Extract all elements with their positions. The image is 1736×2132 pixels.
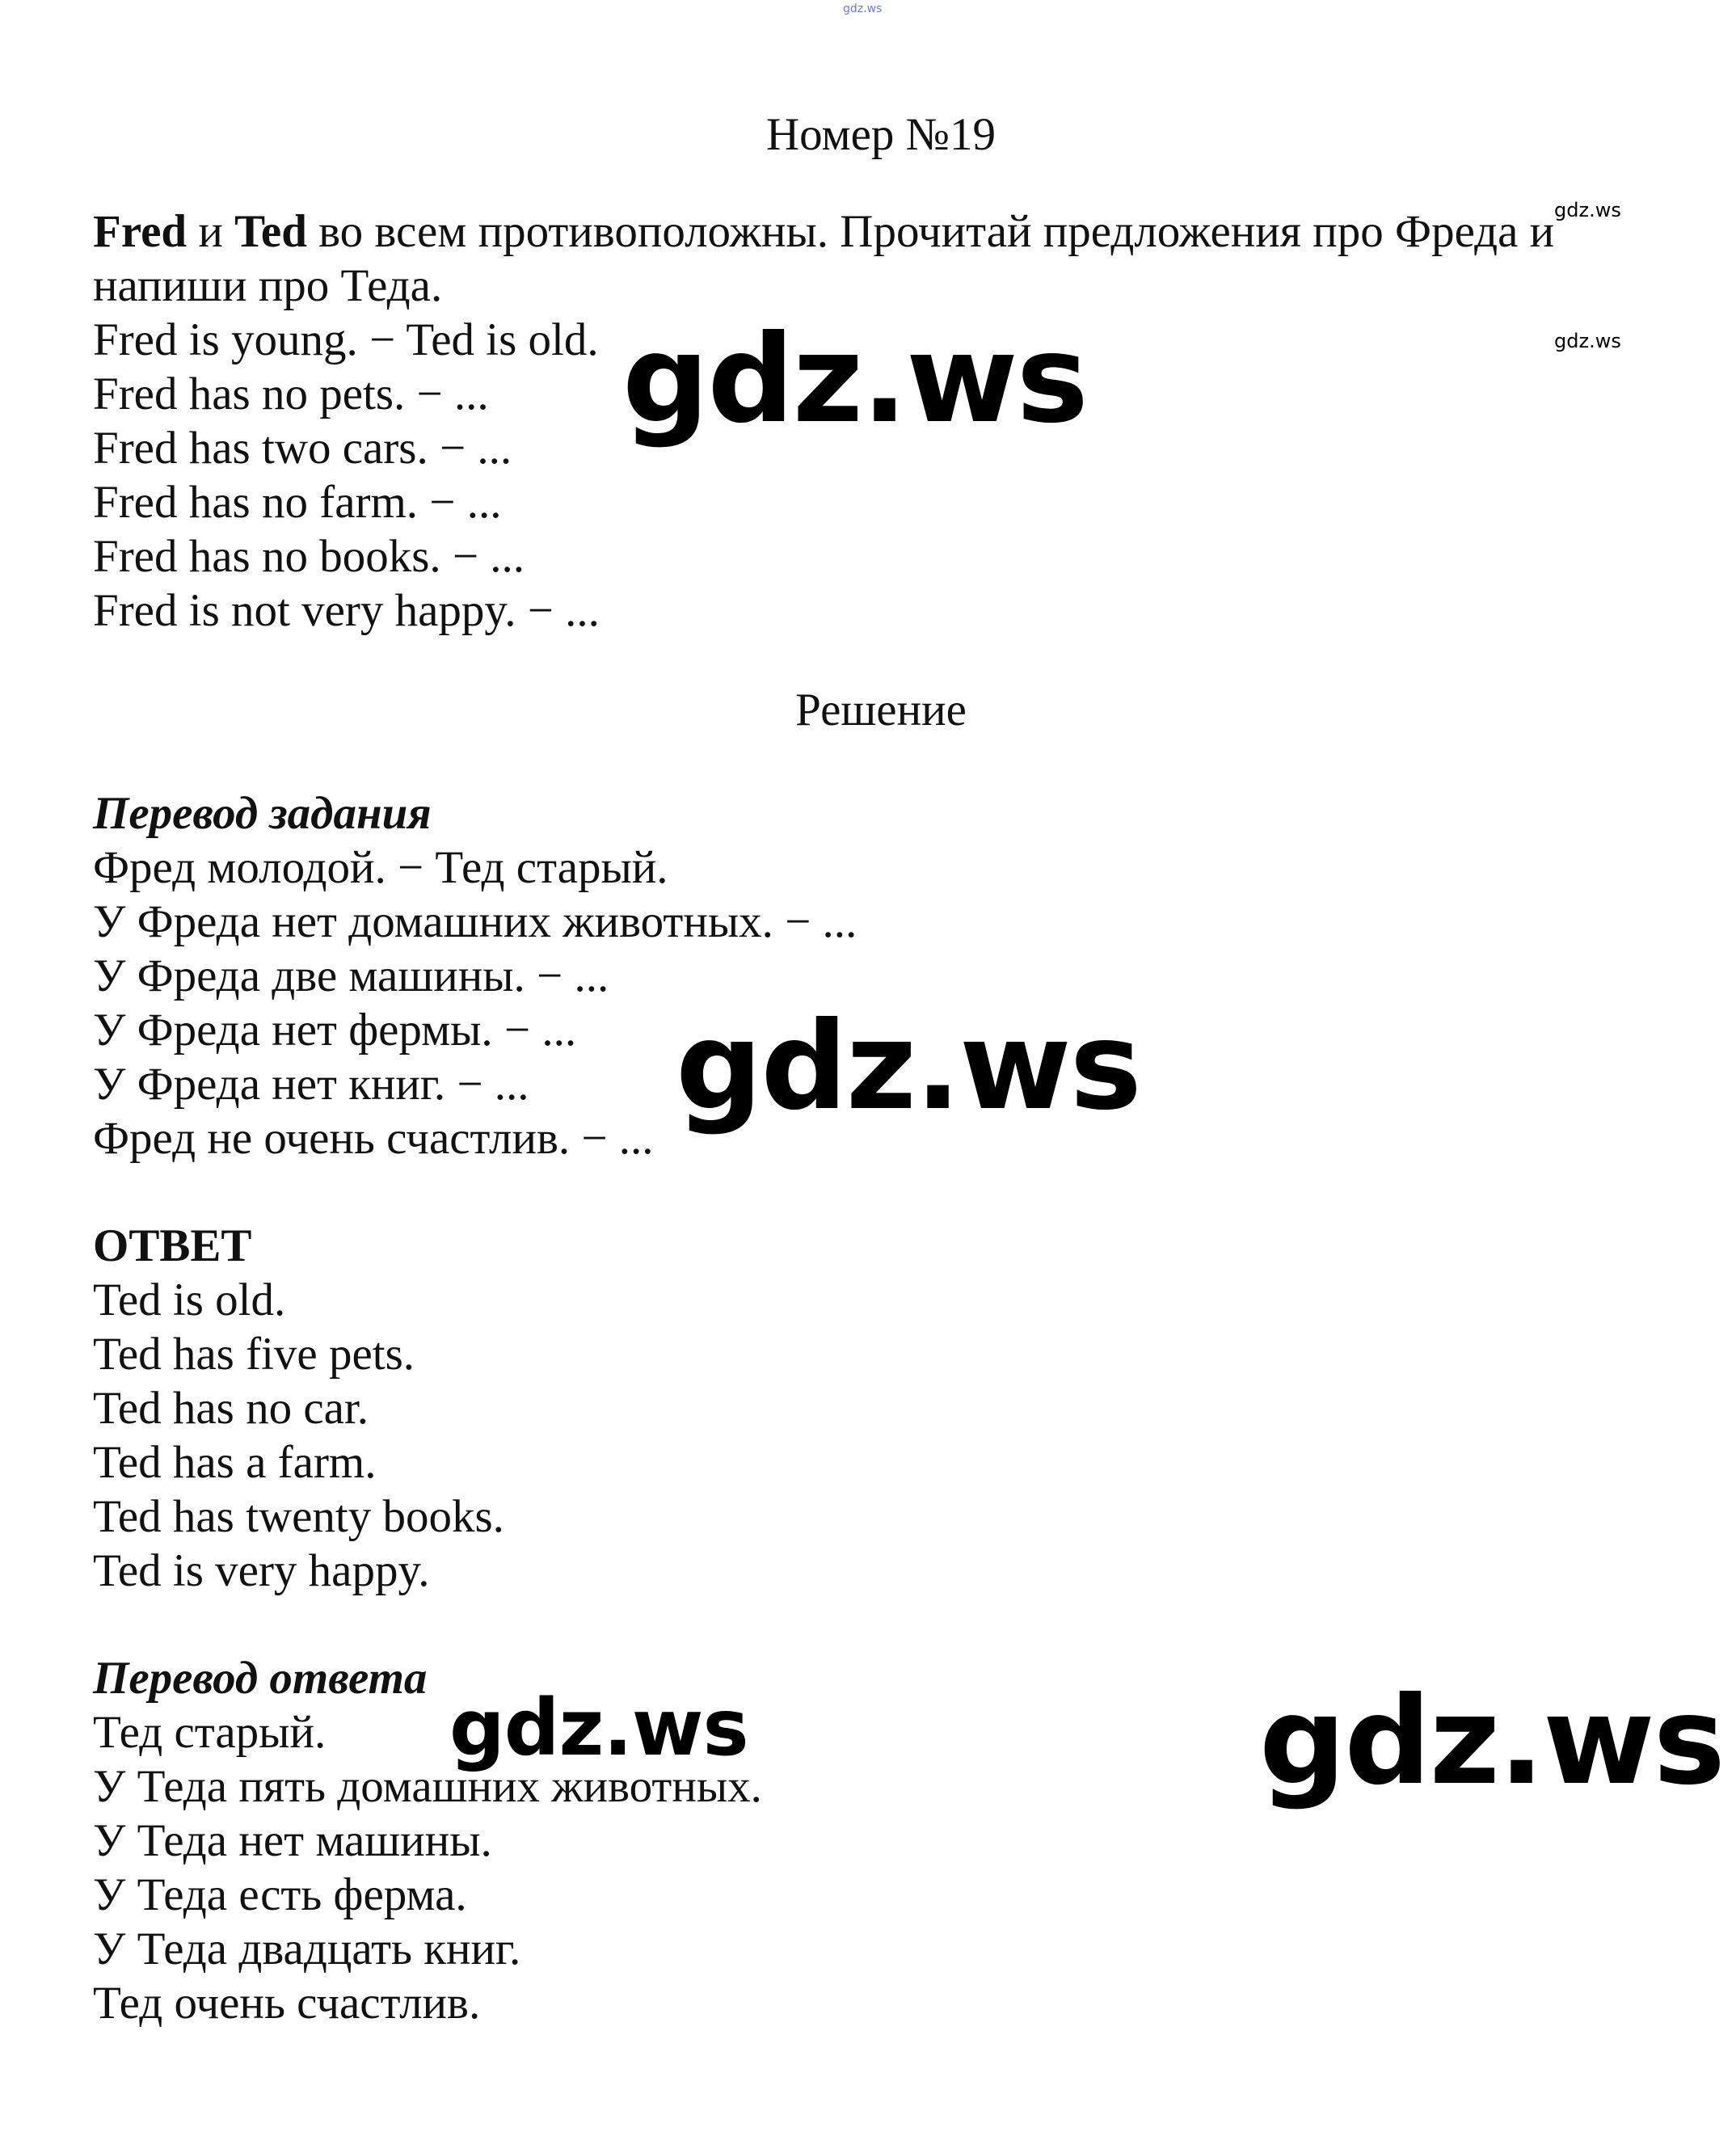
task-line: Fred has no pets. − ... <box>93 369 489 419</box>
translation-line: Фред не очень счастлив. − ... <box>93 1113 654 1164</box>
translation-line: У Фреда нет книг. − ... <box>93 1059 529 1110</box>
page-title: Номер №19 <box>765 109 997 160</box>
translation-line: У Фреда две машины. − ... <box>93 950 609 1001</box>
name-ted: Ted <box>234 206 307 257</box>
intro-rest: во всем противоположны. Прочитай предложения про Фреда и <box>306 206 1555 257</box>
intro-and: и <box>187 206 235 257</box>
answer-translation-heading: Перевод ответа <box>93 1653 428 1704</box>
answer-translation-line: Тед очень счастлив. <box>93 1978 481 2029</box>
answer-line: Ted has no car. <box>93 1383 369 1434</box>
translation-line: У Фреда нет фермы. − ... <box>93 1005 577 1055</box>
answer-line: Ted has twenty books. <box>93 1491 504 1542</box>
task-intro <box>93 204 1554 259</box>
translation-line: У Фреда нет домашних животных. − ... <box>93 896 857 947</box>
answer-line: Ted has a farm. <box>93 1437 377 1488</box>
watermark-top-tiny: gdz.ws <box>843 2 883 15</box>
translation-heading: Перевод задания <box>93 788 432 839</box>
name-fred: Fred <box>93 206 188 257</box>
watermark-large: gdz.ws <box>622 310 1087 450</box>
task-line: Fred has two cars. − ... <box>93 423 512 474</box>
solution-heading: Решение <box>795 685 967 735</box>
watermark-large: gdz.ws <box>1259 1671 1724 1812</box>
watermark-large: gdz.ws <box>676 996 1140 1137</box>
task-line: Fred is young. − Ted is old. <box>93 314 599 365</box>
watermark-small: gdz.ws <box>1554 330 1621 352</box>
answer-translation-line: Тед старый. <box>93 1707 327 1758</box>
task-intro-line2: напиши про Теда. <box>93 260 443 311</box>
watermark-medium: gdz.ws <box>449 1683 748 1773</box>
answer-heading: ОТВЕТ <box>93 1220 252 1271</box>
task-line: Fred has no books. − ... <box>93 531 525 582</box>
answer-translation-line: У Теда есть ферма. <box>93 1869 467 1920</box>
answer-line: Ted has five pets. <box>93 1329 415 1380</box>
translation-line: Фред молодой. − Тед старый. <box>93 842 668 893</box>
answer-translation-line: У Теда нет машины. <box>93 1815 492 1866</box>
answer-translation-line: У Теда двадцать книг. <box>93 1923 521 1974</box>
watermark-small: gdz.ws <box>1554 199 1621 221</box>
answer-line: Ted is old. <box>93 1275 286 1325</box>
answer-translation-line: У Теда пять домашних животных. <box>93 1761 762 1812</box>
answer-line: Ted is very happy. <box>93 1545 430 1596</box>
task-line: Fred is not very happy. − ... <box>93 585 600 636</box>
task-line: Fred has no farm. − ... <box>93 477 502 528</box>
